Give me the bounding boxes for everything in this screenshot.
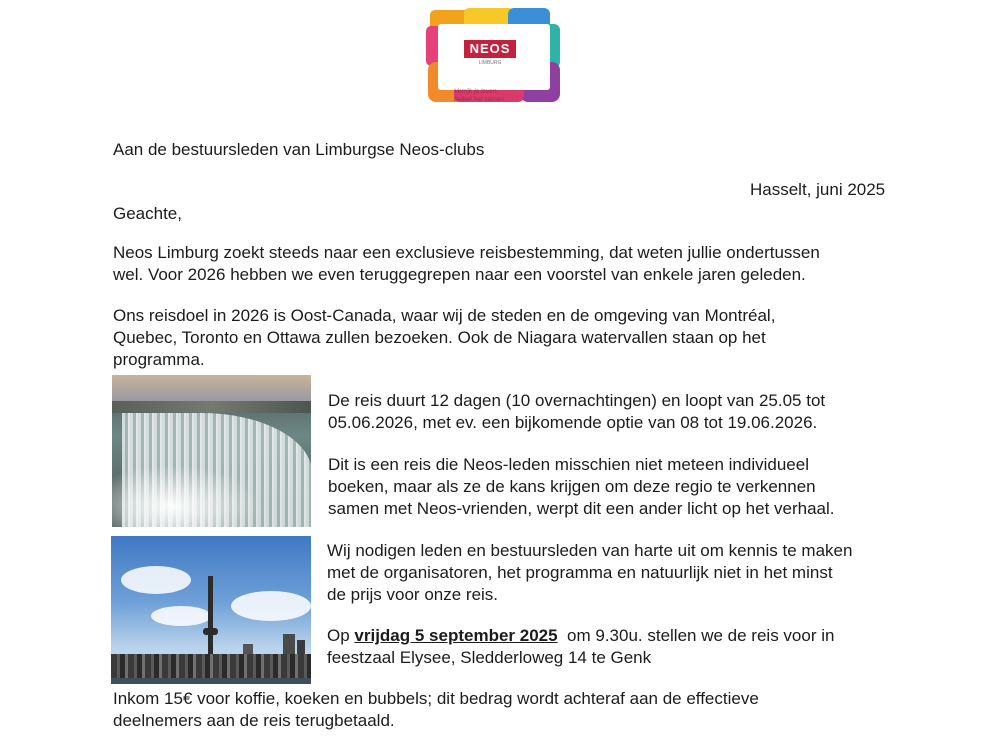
neos-logo (424, 6, 564, 106)
salutation: Geachte, (113, 204, 182, 223)
paragraph-entry-fee: Inkom 15€ voor koffie, koeken en bubbels; dit bedrag wordt achteraf aan de effectieve deelnemers aan de reis terugbetaald. (113, 689, 759, 730)
toronto-skyline-photo (111, 536, 311, 684)
paragraph-event: Op vrijdag 5 september 2025 om 9.30u. stellen we de reis voor in feestzaal Elysee, Sledderloweg 14 te Genk (327, 626, 835, 667)
logo-sub: LIMBURG (478, 60, 502, 66)
logo-brand: NEOS (464, 40, 516, 58)
event-date: vrijdag 5 september 2025 (354, 626, 558, 645)
paragraph-invitation: Wij nodigen leden en bestuursleden van harte uit om kennis te maken met de organisatoren, het programma en natuurlijk niet in het minst de prijs voor onze reis. (327, 541, 853, 604)
paragraph-duration: De reis duurt 12 dagen (10 overnachtingen) en loopt van 25.05 tot 05.06.2026, met ev. een bijkomende optie van 08 tot 19.06.2026. (328, 391, 826, 432)
logo-tagline: Verrijk je leven, beleef het samen (454, 88, 504, 103)
paragraph-motivation: Dit is een reis die Neos-leden misschien niet meteen individueel boeken, maar als ze de kans krijgen om deze regio te verkennen samen met Neos-vrienden, werpt dit een ander licht op het verhaal. (328, 455, 835, 518)
place-date: Hasselt, juni 2025 (750, 180, 886, 199)
niagara-falls-photo (112, 375, 311, 527)
paragraph-intro: Neos Limburg zoekt steeds naar een exclusieve reisbestemming, dat weten jullie ondertussen wel. Voor 2026 hebben we even teruggegrepen naar een voorstel van enkele jaren geleden. (113, 243, 820, 284)
addressee: Aan de bestuursleden van Limburgse Neos-clubs (113, 140, 485, 159)
paragraph-destination: Ons reisdoel in 2026 is Oost-Canada, waar wij de steden en de omgeving van Montréal, Quebec, Toronto en Ottawa zullen bezoeken. Ook de Niagara watervallen staan op het programma. (113, 306, 776, 369)
